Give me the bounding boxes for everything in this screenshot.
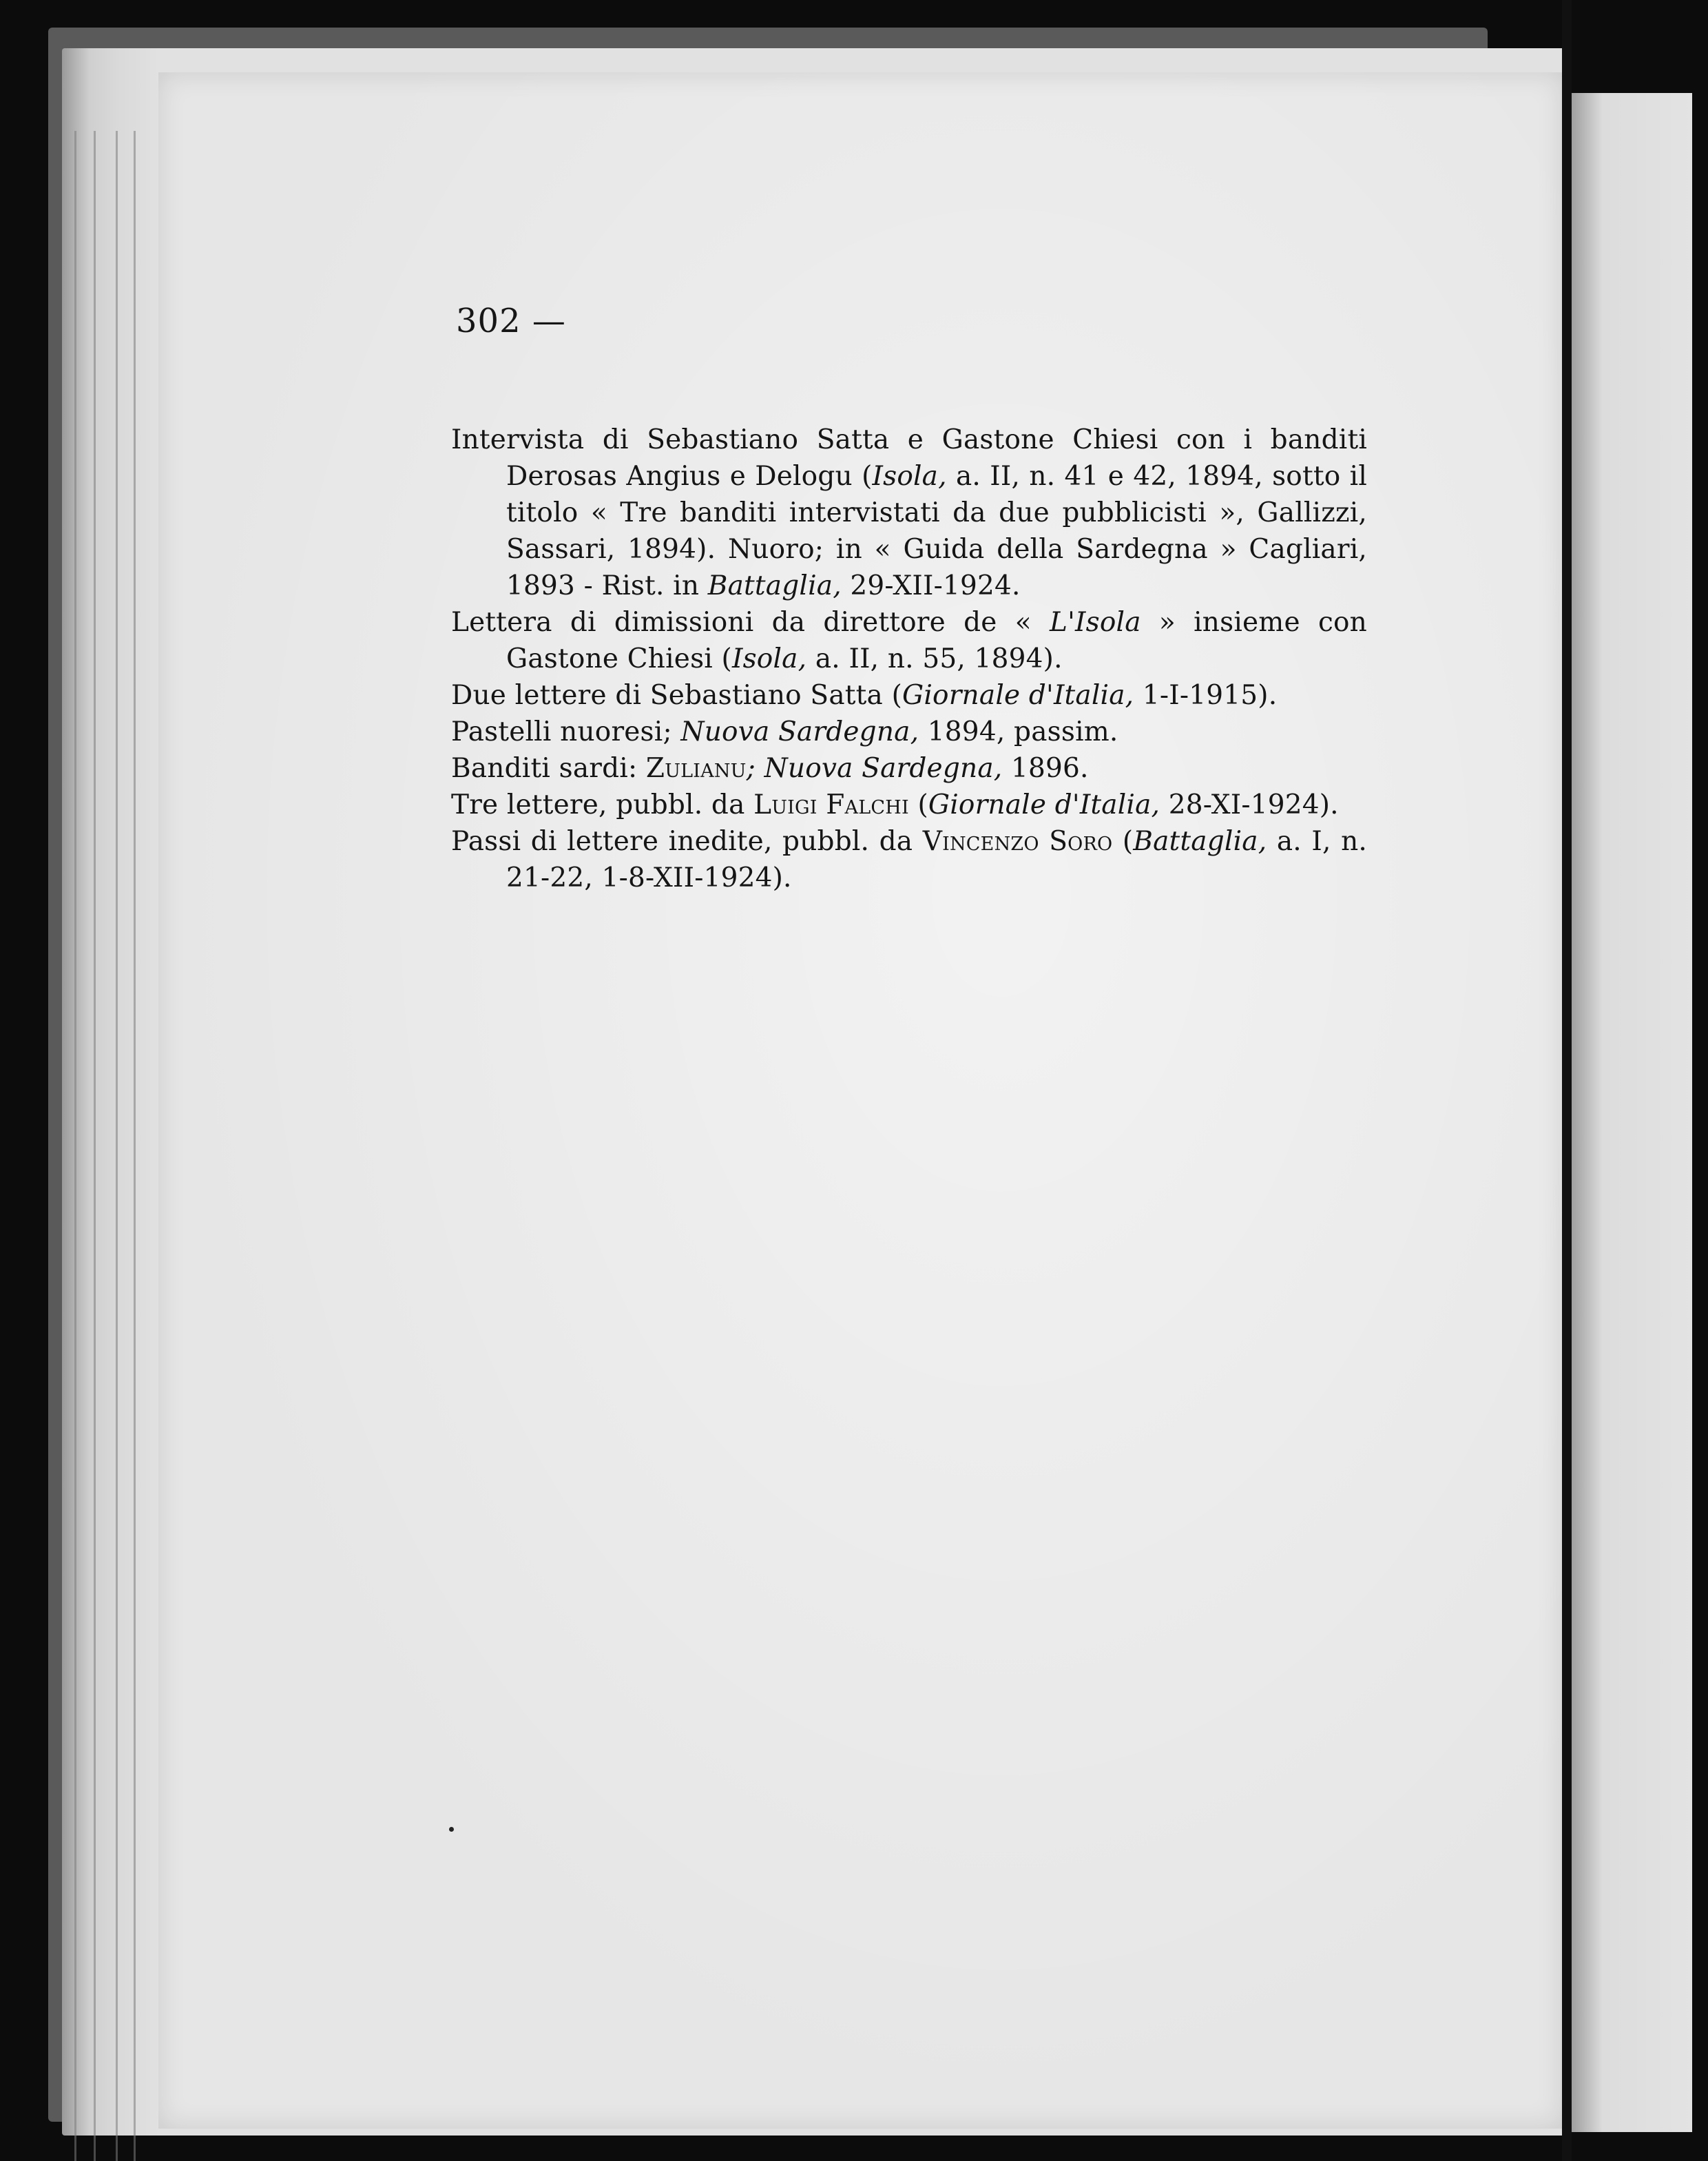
entry-text: 1896. [1002,753,1089,784]
entry-text: 1-I-1915). [1134,680,1278,711]
entry-italic-text: Isola, [872,461,947,492]
page-edge-line [116,131,118,2161]
entry-italic-text: ; Nuova Sardegna, [746,753,1003,784]
entry-text: 29-XII-1924. [841,570,1021,601]
entry-text: Tre lettere, pubbl. da [451,789,754,820]
entry-text: a. I, n. 21-22, 1-8-XII-1924). [506,826,1367,893]
entry-text: » insieme con Gastone Chiesi ( [506,607,1367,674]
page-edge-line [74,131,76,2161]
entry-italic-text: Isola, [731,643,807,674]
scan-background [1692,0,1708,2161]
page-number: 302 — [456,302,566,340]
bibliography-entry [451,714,1367,750]
entry-author-name: Luigi Falchi [753,789,909,820]
entry-text: 1894, passim. [919,716,1118,747]
book-gutter [1562,0,1572,2161]
bibliography-entry [451,677,1367,714]
entry-text: a. II, n. 55, 1894). [806,643,1063,674]
entry-text: a. II, n. 41 e 42, 1894, sotto il titolo « Tre banditi intervistati da due pubblicisti », Gallizzi, Sassari, 1894). Nuoro; in « Guida della Sardegna » Cagliari, 1893 - Rist. in [506,461,1368,601]
entry-italic-text: Giornale d'Italia, [902,680,1134,711]
entry-author-name: Vincenzo Soro [922,826,1113,857]
page-edge-line [94,131,96,2161]
entry-author-name: Zulianu [645,753,747,784]
entry-text: Passi di lettere inedite, pubbl. da [451,826,923,857]
bibliography-entry [451,422,1367,604]
entry-text: ( [908,789,928,820]
entry-text: Pastelli nuoresi; [451,716,681,747]
entry-text: 28-XI-1924). [1160,789,1339,820]
entry-text: Due lettere di Sebastiano Satta ( [451,680,902,711]
ink-speck [449,1827,454,1832]
bibliography-list [451,422,1367,896]
entry-italic-text: L'Isola [1050,607,1141,638]
entry-text: ( [1112,826,1134,857]
entry-italic-text: Battaglia, [707,570,842,601]
entry-text: Intervista di Sebastiano Satta e Gastone Chiesi con i banditi Derosas Angius e Delogu ( [451,424,1367,492]
entry-italic-text: Nuova Sardegna, [680,716,919,747]
bibliography-entry [451,823,1367,896]
entry-italic-text: Battaglia, [1133,826,1267,857]
entry-italic-text: Giornale d'Italia, [928,789,1160,820]
bibliography-entry [451,604,1367,677]
entry-text: Lettera di dimissioni da direttore de « [451,607,1050,638]
facing-page-edge [1572,93,1692,2132]
book-page [158,72,1563,2129]
bibliography-entry [451,750,1367,787]
bibliography-entry [451,787,1367,823]
page-edge-line [134,131,136,2161]
entry-text: Banditi sardi: [451,753,646,784]
